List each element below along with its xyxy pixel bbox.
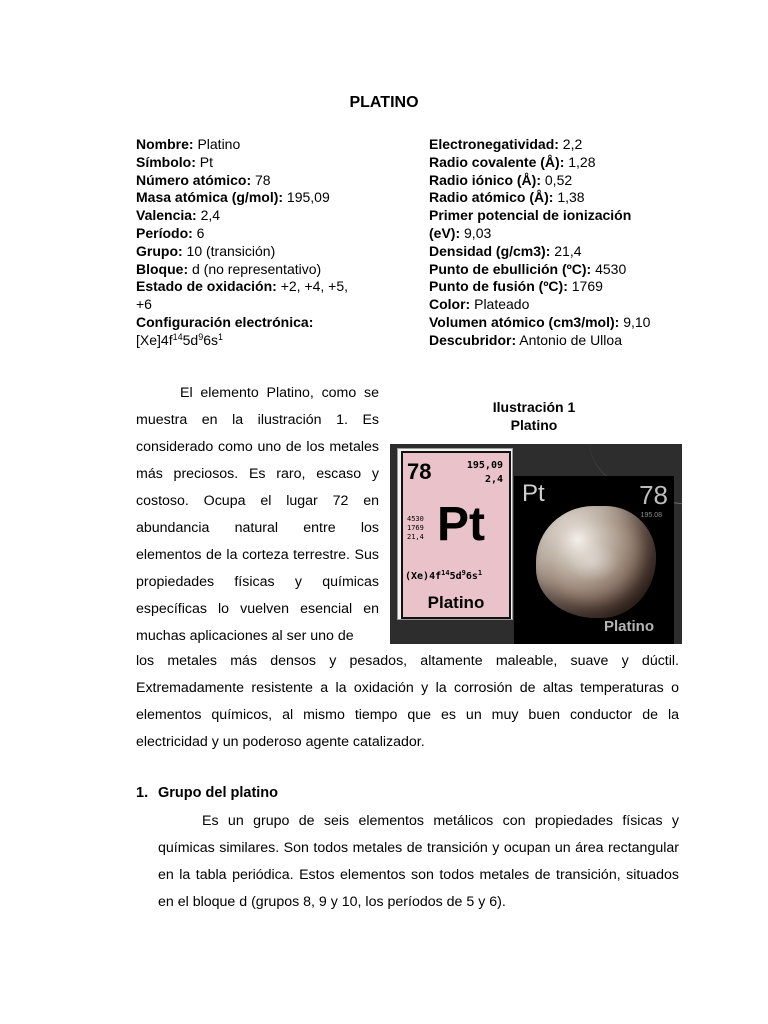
intro-paragraph-continued: los metales más densos y pesados, altamente maleable, suave y dúctil. Extremadamente resistente a la oxidación y la corrosión de altas temperaturas o elementos químicos, al mismo tiempo que es un muy buen conductor de la electricidad y un poderoso agente catalizador. [136,653,679,750]
prop-estado-oxidacion: Estado de oxidación: +2, +4, +5, [136,278,349,295]
prop-electronegatividad: Electronegatividad: 2,2 [429,136,583,152]
element-card-pink [397,448,513,620]
card-valence: 2,4 [484,474,503,485]
prop-punto-fusion: Punto de fusión (ºC): 1769 [429,278,603,295]
dark-card-number: 78 [639,480,668,510]
prop-densidad: Densidad (g/cm3): 21,4 [429,242,582,259]
card-density: 21,4 [407,533,424,541]
prop-periodo: Período: 6 [136,224,205,241]
page-title: PLATINO [349,94,419,111]
figure-caption-subtitle: Platino [510,417,558,433]
figure-caption [448,398,620,434]
prop-nombre: Nombre: Platino [136,136,241,152]
prop-estado-oxidacion-cont: +6 [136,296,152,313]
card-configuration: $(Xe)4f^{14}5d^96s^1$ [405,569,483,582]
prop-numero-atomico: Número atómico: 78 [136,171,271,188]
prop-valencia: Valencia: 2,4 [136,207,221,224]
prop-simbolo: Símbolo: Pt [136,153,214,170]
prop-configuracion: Configuración electrónica: [136,313,314,330]
prop-color: Color: Plateado [429,296,530,313]
section-heading [136,785,278,801]
prop-grupo: Grupo: 10 (transición) [136,242,276,259]
card-boil: 4530 [407,515,424,523]
card-name: Platino [427,593,485,612]
prop-volumen-atomico: Volumen atómico (cm3/mol): 9,10 [429,313,651,330]
prop-radio-covalente: Radio covalente (Å): 1,28 [429,153,596,170]
card-mass: 195,09 [466,460,503,471]
prop-bloque: Bloque: d (no representativo) [136,260,322,277]
figure-caption-title: Ilustración 1 [492,399,576,415]
platinum-illustration [390,444,682,644]
card-small-values [407,515,424,542]
prop-potencial-ionizacion-ev: (eV): 9,03 [429,224,492,241]
intro-paragraph: El elemento Platino, como se muestra en la ilustración 1. Es considerado como uno de los metales más preciosos. Es raro, escaso y costoso. Ocupa el lugar 72 en abundancia natural entre los elementos de la corteza terrestre. Sus propiedades físicas y químicas específicas lo vuelven esencial en muchas aplicaciones al ser uno de [136,385,379,644]
prop-punto-ebullicion: Punto de ebullición (ºC): 4530 [429,260,627,277]
properties-right [429,136,659,350]
prop-masa-atomica: Masa atómica (g/mol): 195,09 [136,189,330,206]
card-melt: 1769 [407,524,424,532]
section-title: Grupo del platino [158,785,279,801]
element-card-inner [401,451,511,619]
properties-left [136,136,376,350]
card-mass-valence [467,459,503,487]
prop-configuracion-value: $[Xe]4f^{14}5d^96s^1$ [136,331,224,348]
prop-radio-atomico: Radio atómico (Å): 1,38 [429,189,585,206]
card-atomic-number: 78 [407,459,432,484]
prop-radio-ionico: Radio iónico (Å): 0,52 [429,171,573,188]
dark-card-symbol: Pt [522,480,545,507]
card-symbol: Pt [437,498,485,551]
section-paragraph: Es un grupo de seis elementos metálicos con propiedades físicas y químicas similares. Son todos metales de transición y ocupan un área rectangular en la tabla periódica. Estos elementos son todos metales de transición, situados en el bloque d (grupos 8, 9 y 10, los períodos de 5 y 6). [158,813,679,910]
prop-potencial-ionizacion: Primer potencial de ionización [429,207,632,224]
section-number: 1. [136,785,149,801]
platinum-nugget-image [536,506,656,618]
dark-card-mass: 195.08 [640,512,662,519]
dark-card-name: Platino [603,618,654,635]
prop-descubridor: Descubridor: Antonio de Ulloa [429,331,622,348]
